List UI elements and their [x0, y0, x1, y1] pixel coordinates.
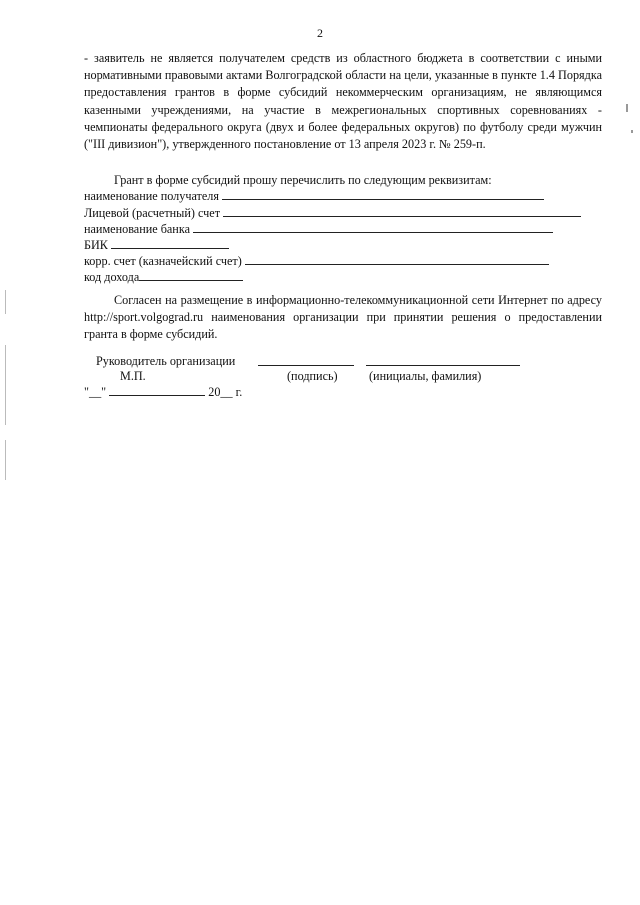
field-bank-name	[84, 221, 553, 237]
field-bik	[84, 237, 229, 253]
page-number: 2	[317, 26, 323, 40]
date-year[interactable]: 20__ г.	[208, 385, 243, 399]
grant-intro: Грант в форме субсидий прошу перечислить по следующим реквизитам:	[114, 173, 492, 187]
scan-mark	[631, 130, 633, 133]
field-income-code-line[interactable]	[139, 269, 243, 281]
field-corr-account-line[interactable]	[245, 253, 549, 265]
head-of-organization-label: Руководитель организации	[96, 354, 236, 368]
field-income-code	[84, 269, 243, 285]
signature-caption: (подпись)	[287, 369, 338, 383]
date-month-line[interactable]	[109, 384, 205, 396]
field-bik-line[interactable]	[111, 237, 229, 249]
scan-mark	[626, 104, 628, 112]
signature-line[interactable]	[258, 354, 354, 366]
field-recipient-name-label: наименование получателя	[84, 189, 219, 203]
field-recipient-name-line[interactable]	[222, 188, 544, 200]
consent-paragraph: Согласен на размещение в информационно-телекоммуникационной сети Интернет по адресу http://sport.volgograd.ru наименования организации при принятии решения о предоставлении гранта в форме субсидий.	[84, 293, 602, 342]
field-income-code-label: код дохода	[84, 270, 140, 284]
field-bik-label: БИК	[84, 238, 108, 252]
name-line[interactable]	[366, 354, 520, 366]
field-recipient-name	[84, 188, 544, 204]
date-day[interactable]: "__"	[84, 385, 107, 399]
field-corr-account	[84, 253, 549, 269]
date-line	[84, 384, 242, 400]
scan-mark	[5, 440, 6, 480]
scan-mark	[5, 290, 6, 314]
field-account-line[interactable]	[223, 205, 581, 217]
name-caption: (инициалы, фамилия)	[369, 369, 482, 383]
field-account-label: Лицевой (расчетный) счет	[84, 206, 221, 220]
scan-mark	[5, 345, 6, 425]
paragraph-recipient-condition: - заявитель не является получателем средств из областного бюджета в соответствии с иными нормативными правовыми актами Волгоградской области на цели, указанные в пункте 1.4 Порядка предоставления грантов в форме субсидий некоммерческим организациям, не являющимся казенными учреждениями, на участие в межрегиональных спортивных соревнованиях - чемпионаты федерального округа (двух и более федеральных округов) по футболу среди мужчин ("III дивизион"), утвержденного постановление от 13 апреля 2023 г. № 259-п.	[84, 51, 602, 152]
field-corr-account-label: корр. счет (казначейский счет)	[84, 254, 242, 268]
field-bank-name-label: наименование банка	[84, 222, 190, 236]
field-bank-name-line[interactable]	[193, 221, 553, 233]
field-account	[84, 205, 581, 221]
stamp-label: М.П.	[120, 369, 146, 383]
